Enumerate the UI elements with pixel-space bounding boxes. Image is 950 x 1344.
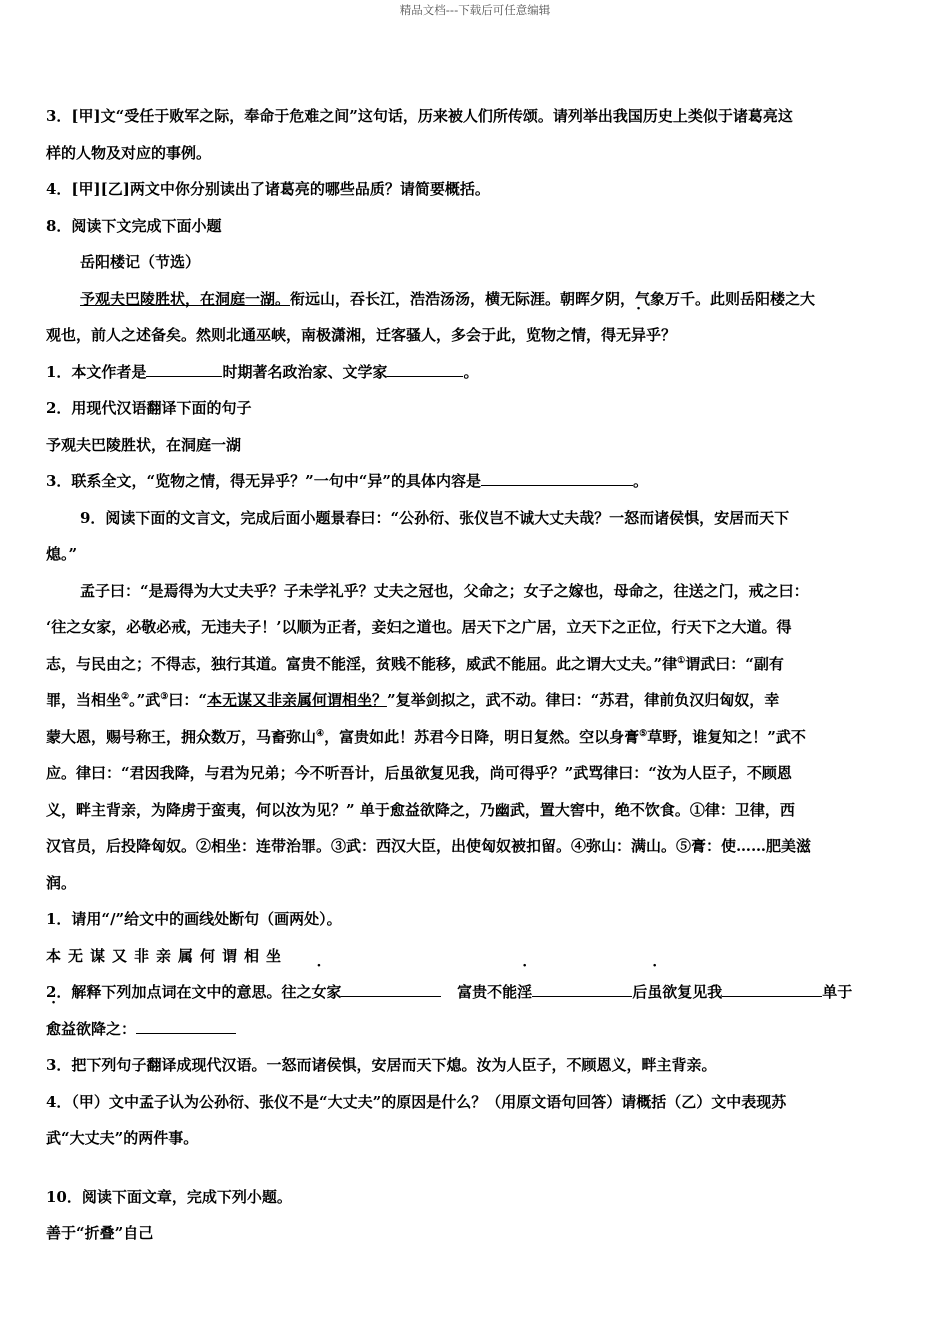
q8-sub1: 1．本文作者是 时期著名政治家、文学家 。 <box>46 354 902 391</box>
dotted-word: 女 <box>311 983 327 1001</box>
q8-passage-line-1: 予观夫巴陵胜状，在洞庭一湖。衔远山，吞长江，浩浩汤汤，横无际涯。朝晖夕阴，气象万千。此则岳阳楼之大 <box>80 289 816 308</box>
answer-blank[interactable] <box>387 358 463 377</box>
q9-para-line-6: 应。律曰：“君因我降，与君为兄弟；今不听吾计，后虽欲复见我，尚可得乎？”武骂律曰：“汝为人臣子，不顾恩 <box>46 764 792 782</box>
q8-passage-line-2: 观也，前人之述备矣。然则北通巫峡，南极潇湘，迁客骚人，多会于此，览物之情，得无异乎？ <box>46 317 902 354</box>
q10-passage-title: 善于“折叠”自己 <box>46 1224 154 1242</box>
q9-para-line-2: ‘往之女家，必敬必戒，无违夫子！’以顺为正者，妾妇之道也。居天下之广居，立天下之正位，行天下之大道。得 <box>46 618 792 636</box>
q8-sub2-sentence: 予观夫巴陵胜状，在洞庭一湖 <box>46 435 242 454</box>
q8-sub3: 3．联系全文，“览物之情，得无异乎？”一句中“异”的具体内容是 。 <box>46 463 902 500</box>
answer-blank[interactable] <box>532 978 632 997</box>
q9-sub3: 3．把下列句子翻译成现代汉语。一怒而诸侯惧，安居而天下熄。汝为人臣子，不顾恩义，畔主背亲。 <box>46 1056 717 1074</box>
document-body <box>46 98 902 1252</box>
q10-title: 10．阅读下面文章，完成下列小题。 <box>46 1187 292 1206</box>
q8-title: 8．阅读下文完成下面小题 <box>46 216 222 235</box>
page-header: 精品文档---下载后可任意编辑 <box>399 3 551 17</box>
q9-para-line-8: 汉官员，后投降匈奴。②相坐：连带治罪。③武：西汉大臣，出使匈奴被扣留。④弥山：满山。⑤膏：使……肥美滋 <box>46 837 812 855</box>
answer-blank[interactable] <box>146 358 222 377</box>
dotted-word: 异 <box>631 326 647 344</box>
q9-para-line-9: 润。 <box>46 873 77 892</box>
answer-blank[interactable] <box>136 1015 236 1034</box>
q9-sub4-line-2: 武“大丈夫”的两件事。 <box>46 1129 199 1147</box>
q9-para-line-3: 志，与民由之；不得志，独行其道。富贵不能淫，贫贱不能移，威武不能屈。此之谓大丈夫。”律①谓武曰：“副有 <box>46 654 784 673</box>
q8-passage-title: 岳阳楼记（节选） <box>80 253 201 271</box>
q8-sub2: 2．用现代汉语翻译下面的句子 <box>46 399 252 417</box>
section-gap <box>46 1157 902 1179</box>
q9-sub2-line-1: 2．解释下列加点词在文中的意思。往之女家 富贵不能淫 后虽欲复见我 单于 <box>46 974 902 1011</box>
dotted-word: 愈 <box>46 1019 62 1038</box>
dotted-word: 淫 <box>517 983 533 1001</box>
q9-sub2-line-2: 愈益欲降之： <box>46 1011 902 1048</box>
q9-para-line-4: 罪，当相坐②。”武③曰：“本无谋又非亲属何谓相坐？”复举剑拟之，武不动。律曰：“苏君，律前负汉归匈奴，幸 <box>46 691 780 709</box>
q8-underlined-sentence: 予观夫巴陵胜状，在洞庭一湖。 <box>80 289 291 308</box>
answer-blank[interactable] <box>722 978 822 997</box>
q9-intro-line-2: 熄。” <box>46 545 78 563</box>
dotted-word: 虽 <box>647 983 663 1001</box>
q3-line-1: 3．[甲]文“受任于败军之际，奉命于危难之间”这句话，历来被人们所传颂。请列举出我国历史上类似于诸葛亮这 <box>46 107 793 125</box>
q9-underlined-sentence: 本无谋又非亲属何谓相坐？ <box>206 691 387 709</box>
answer-blank[interactable] <box>341 978 441 997</box>
answer-blank[interactable] <box>481 467 633 486</box>
q9-para-line-1: 孟子曰：“是焉得为大丈夫乎？子未学礼乎？丈夫之冠也，父命之；女子之嫁也，母命之，往送之门，戒之曰： <box>80 581 809 600</box>
q4-line: 4．[甲][乙]两文中你分别读出了诸葛亮的哪些品质？请简要概括。 <box>46 180 490 198</box>
q9-para-line-7: 义，畔主背亲，为降虏于蛮夷，何以汝为见？” 单于愈益欲降之，乃幽武，置大窖中，绝不饮食。①律：卫律，西 <box>46 800 795 819</box>
q9-sub1-sentence: 本无谋又非亲属何谓相坐 <box>46 946 289 965</box>
q9-intro-line-1: 9．阅读下面的文言文，完成后面小题景春曰：“公孙衍、张仪岂不诚大丈夫哉？一怒而诸侯惧，安居而天下 <box>80 508 790 527</box>
q9-sub1: 1．请用“/”给文中的画线处断句（画两处）。 <box>46 910 342 928</box>
q3-line-2: 样的人物及对应的事例。 <box>46 143 212 162</box>
q9-para-line-5: 蒙大恩，赐号称王，拥众数万，马畜弥山④，富贵如此！苏君今日降，明日复然。空以身膏⑤草野，谁复知之！”武不 <box>46 727 806 746</box>
q9-sub4-line-1: 4．（甲）文中孟子认为公孙衍、张仪不是“大丈夫”的原因是什么？（用原文语句回答）请概括（乙）文中表现苏 <box>46 1092 787 1111</box>
